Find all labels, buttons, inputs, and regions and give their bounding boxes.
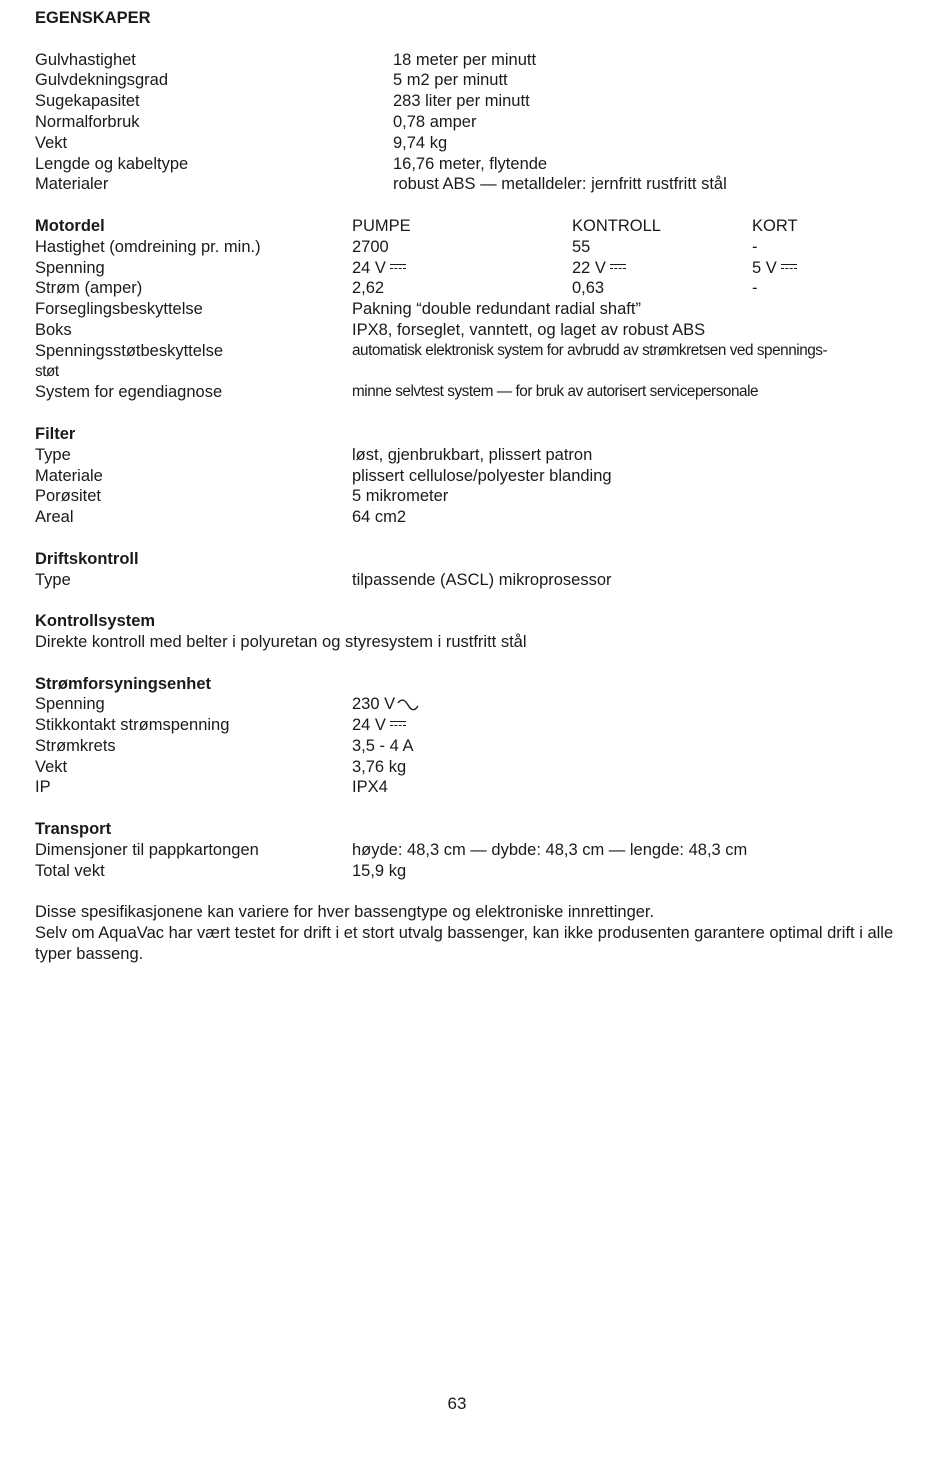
- spec-value: 9,74 kg: [393, 133, 448, 152]
- kontroll-text: Direkte kontroll med belter i polyuretan og styresystem i rustfritt stål: [35, 632, 527, 651]
- column-header-control: KONTROLL: [572, 216, 661, 235]
- spec-value-cell: [572, 258, 626, 279]
- spec-label: Sugekapasitet: [35, 92, 140, 111]
- spec-value: 2700: [352, 237, 389, 256]
- spec-value: høyde: 48,3 cm — dybde: 48,3 cm — lengde: 48,3 cm: [352, 840, 748, 859]
- spec-value: 5 V: [752, 258, 777, 277]
- note-paragraph: Disse spesifikasjonene kan variere for hver bassengtype og elektroniske innrettinger.: [35, 903, 655, 922]
- spec-value-cell: [752, 258, 797, 279]
- spec-value: Pakning “double redundant radial shaft”: [352, 300, 641, 319]
- spec-label: Stikkontakt strømspenning: [35, 716, 230, 735]
- spec-value: minne selvtest system — for bruk av autorisert servicepersonale: [352, 383, 759, 401]
- motor-row: [35, 237, 915, 258]
- spec-value: 0,78 amper: [393, 112, 477, 131]
- spec-value: 18 meter per minutt: [393, 50, 537, 69]
- spec-label: Porøsitet: [35, 487, 102, 506]
- spec-page: [35, 8, 915, 965]
- spec-value-cell: [352, 715, 406, 736]
- spec-row: [35, 154, 915, 175]
- spec-value-continuation: støt: [35, 362, 59, 380]
- spec-row: [35, 757, 915, 778]
- spec-row: [35, 174, 915, 195]
- spec-row: [35, 694, 915, 715]
- spec-value: 283 liter per minutt: [393, 92, 530, 111]
- spec-row: [35, 507, 915, 528]
- spec-row: [35, 299, 915, 320]
- dc-symbol-icon: [390, 262, 406, 272]
- spec-label: Spenning: [35, 695, 105, 714]
- spec-row: [35, 320, 915, 341]
- spec-label: Forseglingsbeskyttelse: [35, 300, 203, 319]
- spec-row: [35, 445, 915, 466]
- spec-value: 15,9 kg: [352, 861, 407, 880]
- spec-value: 24 V: [352, 258, 386, 277]
- spec-row: [35, 112, 915, 133]
- note-paragraph: Selv om AquaVac har vært testet for drift i et stort utvalg bassenger, kan ikke produsenten garantere optimal drift i alle typer basseng.: [35, 924, 894, 963]
- spec-value: 22 V: [572, 258, 606, 277]
- spec-label: IP: [35, 778, 51, 797]
- spec-value: 24 V: [352, 716, 386, 735]
- spec-value: 55: [572, 237, 591, 256]
- spec-label: Strømkrets: [35, 736, 116, 755]
- spec-value: 3,76 kg: [352, 757, 407, 776]
- column-header-card: KORT: [752, 216, 798, 235]
- spec-row: [35, 736, 915, 757]
- spec-value: løst, gjenbrukbart, plissert patron: [352, 445, 593, 464]
- spec-label: Gulvhastighet: [35, 50, 136, 69]
- spec-value: 5 mikrometer: [352, 487, 449, 506]
- spec-value: 2,62: [352, 279, 385, 298]
- spec-value: robust ABS — metalldeler: jernfritt rustfritt stål: [393, 175, 727, 194]
- spec-row: [35, 382, 915, 403]
- spec-label: Spenning: [35, 258, 105, 277]
- spec-label: Spenningsstøtbeskyttelse: [35, 341, 224, 360]
- spec-label: System for egendiagnose: [35, 383, 223, 402]
- spec-value: automatisk elektronisk system for avbrudd av strømkretsen ved spennings-: [352, 341, 828, 359]
- spec-label: Boks: [35, 320, 72, 339]
- spec-label: Lengde og kabeltype: [35, 154, 189, 173]
- spec-value: 5 m2 per minutt: [393, 71, 508, 90]
- spec-label: Strøm (amper): [35, 279, 143, 298]
- spec-row: [35, 341, 915, 383]
- spec-value: -: [752, 237, 758, 256]
- ac-symbol-icon: [397, 699, 419, 711]
- spec-label: Areal: [35, 508, 74, 527]
- section-heading-transport: Transport: [35, 820, 112, 839]
- section-heading-drift: Driftskontroll: [35, 549, 139, 568]
- spec-row: [35, 570, 915, 591]
- spec-label: Vekt: [35, 133, 68, 152]
- dc-symbol-icon: [610, 262, 626, 272]
- spec-label: Type: [35, 445, 71, 464]
- dc-symbol-icon: [781, 262, 797, 272]
- section-heading-filter: Filter: [35, 424, 76, 443]
- spec-row: [35, 777, 915, 798]
- spec-value: -: [752, 279, 758, 298]
- spec-label: Vekt: [35, 757, 68, 776]
- spec-value: 230 V: [352, 695, 396, 714]
- spec-label: Normalforbruk: [35, 112, 140, 131]
- spec-value: tilpassende (ASCL) mikroprosessor: [352, 570, 612, 589]
- spec-row: [35, 486, 915, 507]
- motor-header-row: [35, 216, 915, 237]
- motor-row: [35, 278, 915, 299]
- spec-row: [35, 715, 915, 736]
- spec-row: [35, 466, 915, 487]
- section-heading-kontroll: Kontrollsystem: [35, 612, 156, 631]
- spec-label: Type: [35, 570, 71, 589]
- spec-row: [35, 70, 915, 91]
- section-heading-psu: Strømforsyningsenhet: [35, 674, 212, 693]
- spec-label: Gulvdekningsgrad: [35, 71, 168, 90]
- spec-value-cell: [352, 694, 419, 715]
- spec-value-cell: [352, 258, 406, 279]
- spec-value: 16,76 meter, flytende: [393, 154, 548, 173]
- dc-symbol-icon: [390, 719, 406, 729]
- section-heading-motor: Motordel: [35, 216, 105, 235]
- spec-label: Dimensjoner til pappkartongen: [35, 840, 259, 859]
- spec-label: Hastighet (omdreining pr. min.): [35, 237, 261, 256]
- spec-value: 64 cm2: [352, 508, 407, 527]
- spec-row: [35, 50, 915, 71]
- spec-value: plissert cellulose/polyester blanding: [352, 466, 612, 485]
- spec-row: [35, 840, 915, 861]
- spec-row: [35, 133, 915, 154]
- spec-label: Materialer: [35, 175, 109, 194]
- spec-row: [35, 861, 915, 882]
- spec-value: 0,63: [572, 279, 605, 298]
- page-number: 63: [447, 1394, 467, 1413]
- spec-value: 3,5 - 4 A: [352, 736, 414, 755]
- spec-label: Total vekt: [35, 861, 105, 880]
- spec-value: IPX8, forseglet, vanntett, og laget av robust ABS: [352, 320, 706, 339]
- page-title: EGENSKAPER: [35, 9, 151, 27]
- motor-row: [35, 258, 915, 279]
- spec-label: Materiale: [35, 466, 103, 485]
- column-header-pump: PUMPE: [352, 216, 411, 235]
- spec-value: IPX4: [352, 778, 388, 797]
- spec-row: [35, 91, 915, 112]
